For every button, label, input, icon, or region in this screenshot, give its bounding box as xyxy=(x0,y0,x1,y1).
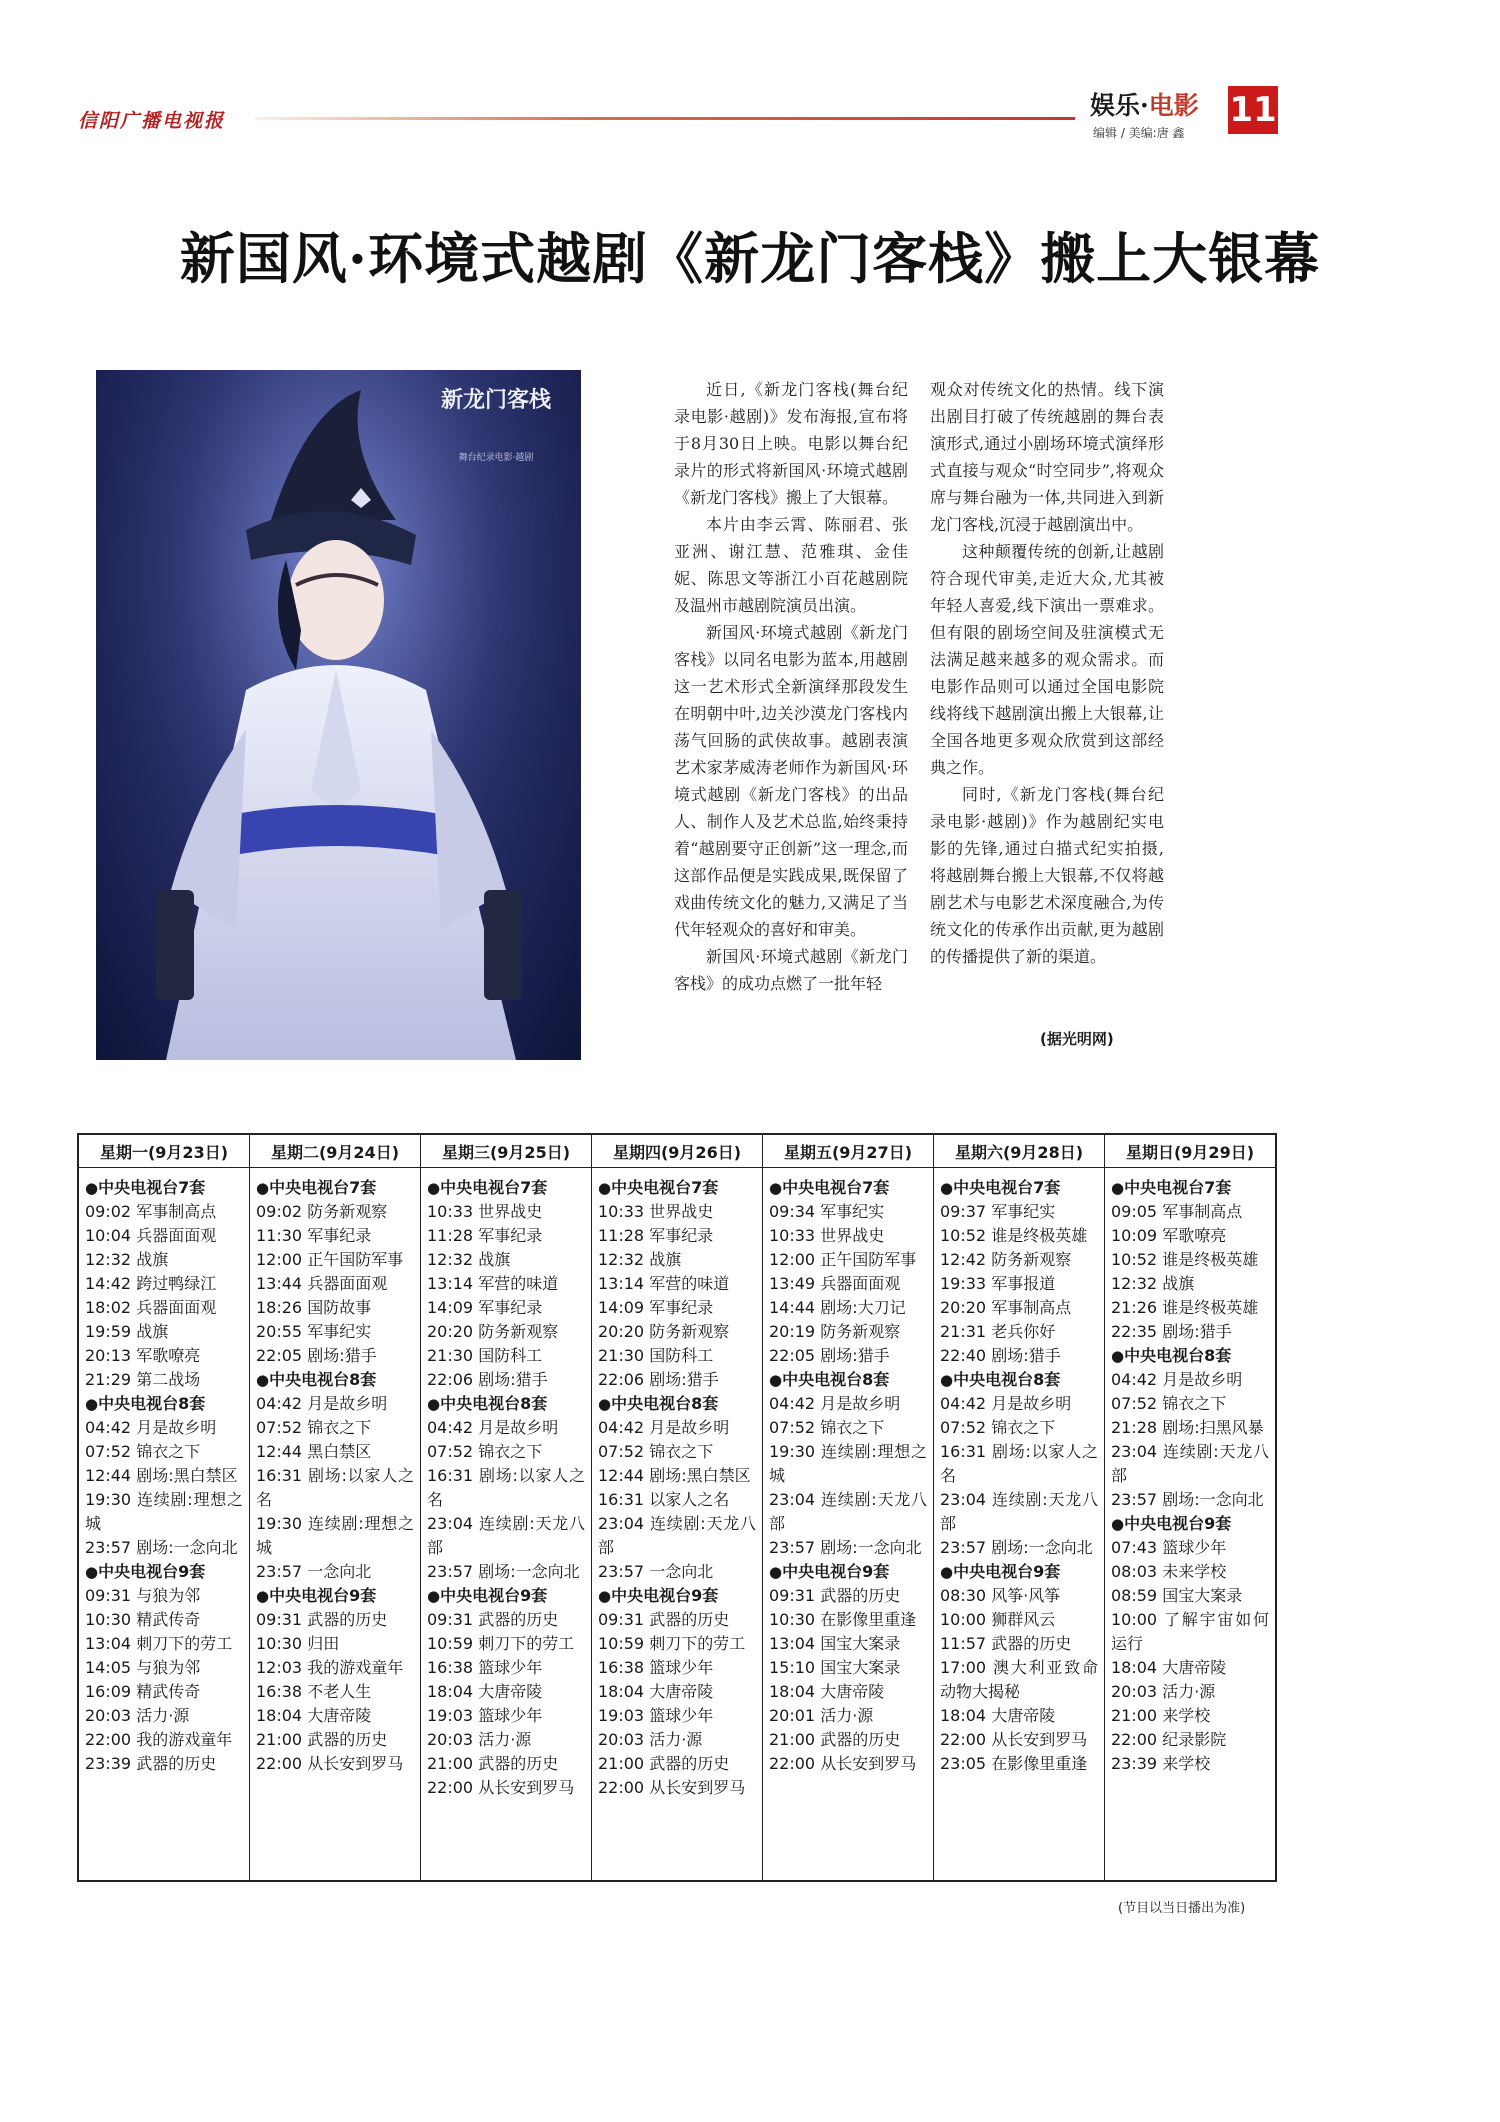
program-item: 23:39 武器的历史 xyxy=(85,1754,217,1773)
program-item: 23:04 连续剧:天龙八部 xyxy=(427,1514,585,1557)
day-header: 星期日(9月29日) xyxy=(1105,1135,1275,1168)
program-item: 19:03 篮球少年 xyxy=(427,1706,543,1725)
channel-heading: ●中央电视台7套 xyxy=(598,1178,719,1197)
program-item: 16:38 篮球少年 xyxy=(427,1658,543,1677)
program-item: 16:38 不老人生 xyxy=(256,1682,372,1701)
program-item: 19:33 军事报道 xyxy=(940,1274,1056,1293)
day-column-mon xyxy=(79,1135,250,1880)
program-item: 11:57 武器的历史 xyxy=(940,1634,1072,1653)
channel-heading: ●中央电视台9套 xyxy=(85,1562,206,1581)
day-column-wed xyxy=(421,1135,592,1880)
program-item: 23:05 在影像里重逢 xyxy=(940,1754,1088,1773)
program-item: 16:09 精武传奇 xyxy=(85,1682,201,1701)
article-photo xyxy=(96,370,581,1060)
program-item: 15:10 国宝大案录 xyxy=(769,1658,901,1677)
program-item: 10:30 归田 xyxy=(256,1634,340,1653)
program-item: 12:32 战旗 xyxy=(85,1250,169,1269)
day-header: 星期五(9月27日) xyxy=(763,1135,933,1168)
program-item: 09:37 军事纪实 xyxy=(940,1202,1056,1221)
article-paragraph: 近日,《新龙门客栈(舞台纪录电影·越剧)》发布海报,宣布将于8月30日上映。电影以舞台纪录片的形式将新国风·环境式越剧《新龙门客栈》搬上了大银幕。 xyxy=(674,380,908,507)
program-item: 21:31 老兵你好 xyxy=(940,1322,1056,1341)
program-item: 12:32 战旗 xyxy=(598,1250,682,1269)
program-item: 10:59 刺刀下的劳工 xyxy=(427,1634,575,1653)
program-item: 23:04 连续剧:天龙八部 xyxy=(1111,1442,1269,1485)
article-paragraph: 本片由李云霄、陈丽君、张亚洲、谢江慧、范雅琪、金佳妮、陈思文等浙江小百花越剧院及温州市越剧院演员出演。 xyxy=(674,515,908,615)
program-item: 13:04 国宝大案录 xyxy=(769,1634,901,1653)
program-item: 10:00 了解宇宙如何运行 xyxy=(1111,1610,1269,1653)
program-item: 12:00 正午国防军事 xyxy=(769,1250,917,1269)
program-item: 12:42 防务新观察 xyxy=(940,1250,1072,1269)
program-item: 04:42 月是故乡明 xyxy=(427,1418,559,1437)
program-item: 10:00 狮群风云 xyxy=(940,1610,1056,1629)
program-item: 21:00 武器的历史 xyxy=(598,1754,730,1773)
program-item: 21:30 国防科工 xyxy=(427,1346,543,1365)
program-item: 20:03 活力·源 xyxy=(427,1730,532,1749)
program-item: 18:04 大唐帝陵 xyxy=(769,1682,885,1701)
program-item: 22:40 剧场:猎手 xyxy=(940,1346,1061,1365)
program-item: 07:52 锦衣之下 xyxy=(256,1418,372,1437)
channel-heading: ●中央电视台8套 xyxy=(85,1394,206,1413)
article-column-2 xyxy=(930,376,1164,970)
program-item: 20:20 防务新观察 xyxy=(598,1322,730,1341)
program-item: 21:00 武器的历史 xyxy=(769,1730,901,1749)
program-item: 09:31 武器的历史 xyxy=(769,1586,901,1605)
program-item: 19:30 连续剧:理想之城 xyxy=(769,1442,927,1485)
program-item: 22:00 我的游戏童年 xyxy=(85,1730,233,1749)
program-item: 10:59 刺刀下的劳工 xyxy=(598,1634,746,1653)
day-header: 星期三(9月25日) xyxy=(421,1135,591,1168)
program-item: 09:34 军事纪实 xyxy=(769,1202,885,1221)
day-column-thu xyxy=(592,1135,763,1880)
program-item: 07:52 锦衣之下 xyxy=(598,1442,714,1461)
article-paragraph: 同时,《新龙门客栈(舞台纪录电影·越剧)》作为越剧纪实电影的先锋,通过白描式纪实拍摄,将越剧舞台搬上大银幕,不仅将越剧艺术与电影艺术深度融合,为传统文化的传承作出贡献,更为越剧的传播提供了新的渠道。 xyxy=(930,785,1164,966)
program-item: 23:57 一念向北 xyxy=(256,1562,372,1581)
program-item: 12:44 黑白禁区 xyxy=(256,1442,372,1461)
program-item: 09:31 与狼为邻 xyxy=(85,1586,201,1605)
program-item: 23:39 来学校 xyxy=(1111,1754,1211,1773)
program-item: 18:04 大唐帝陵 xyxy=(427,1682,543,1701)
program-item: 04:42 月是故乡明 xyxy=(1111,1370,1243,1389)
channel-heading: ●中央电视台7套 xyxy=(85,1178,206,1197)
schedule-note: (节目以当日播出为准) xyxy=(1118,1901,1246,1916)
channel-heading: ●中央电视台9套 xyxy=(769,1562,890,1581)
program-item: 04:42 月是故乡明 xyxy=(256,1394,388,1413)
program-item: 12:44 剧场:黑白禁区 xyxy=(85,1466,238,1485)
poster-subtitle: 舞台纪录电影·越剧 xyxy=(458,453,534,463)
program-item: 21:29 第二战场 xyxy=(85,1370,201,1389)
tv-schedule-table xyxy=(77,1133,1277,1882)
program-item: 22:00 从长安到罗马 xyxy=(427,1778,575,1797)
program-item: 21:00 武器的历史 xyxy=(427,1754,559,1773)
program-item: 23:57 剧场:一念向北 xyxy=(85,1538,238,1557)
day-header: 星期六(9月28日) xyxy=(934,1135,1104,1168)
program-item: 12:44 剧场:黑白禁区 xyxy=(598,1466,751,1485)
section-title xyxy=(1090,86,1199,122)
headline: 新国风·环境式越剧《新龙门客栈》搬上大银幕 xyxy=(179,226,1321,291)
program-item: 04:42 月是故乡明 xyxy=(769,1394,901,1413)
program-item: 14:09 军事纪录 xyxy=(598,1298,714,1317)
day-header: 星期二(9月24日) xyxy=(250,1135,420,1168)
program-item: 21:26 谁是终极英雄 xyxy=(1111,1298,1259,1317)
program-item: 12:03 我的游戏童年 xyxy=(256,1658,404,1677)
section-separator: · xyxy=(1140,91,1149,120)
program-item: 10:52 谁是终极英雄 xyxy=(940,1226,1088,1245)
program-item: 14:09 军事纪录 xyxy=(427,1298,543,1317)
header-rule xyxy=(255,117,1075,120)
program-item: 21:00 武器的历史 xyxy=(256,1730,388,1749)
program-item: 12:00 正午国防军事 xyxy=(256,1250,404,1269)
article-paragraph: 新国风·环境式越剧《新龙门客栈》以同名电影为蓝本,用越剧这一艺术形式全新演绎那段发生在明朝中叶,边关沙漠龙门客栈内荡气回肠的武侠故事。越剧表演艺术家茅威涛老师作为新国风·环境式越剧《新龙门客栈》的出品人、制作人及艺术总监,始终秉持着“越剧要守正创新”这一理念,而这部作品便是实践成果,既保留了戏曲传统文化的魅力,又满足了当代年轻观众的喜好和审美。 xyxy=(674,623,908,939)
program-item: 13:14 军营的味道 xyxy=(427,1274,559,1293)
program-item: 18:04 大唐帝陵 xyxy=(256,1706,372,1725)
program-item: 16:31 以家人之名 xyxy=(598,1490,730,1509)
program-item: 23:57 剧场:一念向北 xyxy=(940,1538,1093,1557)
program-item: 20:13 军歌嘹亮 xyxy=(85,1346,201,1365)
program-item: 13:14 军营的味道 xyxy=(598,1274,730,1293)
program-item: 19:30 连续剧:理想之城 xyxy=(256,1514,414,1557)
program-item: 19:59 战旗 xyxy=(85,1322,169,1341)
channel-heading: ●中央电视台9套 xyxy=(1111,1514,1232,1533)
program-item: 07:52 锦衣之下 xyxy=(940,1418,1056,1437)
program-item: 23:04 连续剧:天龙八部 xyxy=(598,1514,756,1557)
paper-name: 信阳广播电视报 xyxy=(78,110,226,132)
program-item: 22:00 从长安到罗马 xyxy=(598,1778,746,1797)
channel-heading: ●中央电视台7套 xyxy=(256,1178,377,1197)
channel-heading: ●中央电视台9套 xyxy=(427,1586,548,1605)
program-item: 14:05 与狼为邻 xyxy=(85,1658,201,1677)
program-item: 20:55 军事纪实 xyxy=(256,1322,372,1341)
program-item: 11:28 军事纪录 xyxy=(598,1226,714,1245)
performer-illustration xyxy=(96,370,581,1060)
program-item: 23:57 剧场:一念向北 xyxy=(427,1562,580,1581)
program-item: 09:31 武器的历史 xyxy=(427,1610,559,1629)
program-item: 20:03 活力·源 xyxy=(85,1706,190,1725)
program-item: 20:20 军事制高点 xyxy=(940,1298,1072,1317)
program-item: 09:31 武器的历史 xyxy=(256,1610,388,1629)
day-header: 星期一(9月23日) xyxy=(79,1135,249,1168)
program-item: 10:09 军歌嘹亮 xyxy=(1111,1226,1227,1245)
program-item: 13:49 兵器面面观 xyxy=(769,1274,901,1293)
day-header: 星期四(9月26日) xyxy=(592,1135,762,1168)
program-item: 10:30 精武传奇 xyxy=(85,1610,201,1629)
program-item: 09:05 军事制高点 xyxy=(1111,1202,1243,1221)
channel-heading: ●中央电视台8套 xyxy=(598,1394,719,1413)
section-name-film: 电影 xyxy=(1148,91,1199,120)
program-item: 09:02 军事制高点 xyxy=(85,1202,217,1221)
program-item: 09:31 武器的历史 xyxy=(598,1610,730,1629)
program-item: 10:30 在影像里重逢 xyxy=(769,1610,917,1629)
page-number: 11 xyxy=(1228,86,1278,134)
program-item: 20:03 活力·源 xyxy=(598,1730,703,1749)
day-column-tue xyxy=(250,1135,421,1880)
program-item: 17:00 澳大利亚致命动物大揭秘 xyxy=(940,1658,1098,1701)
program-item: 16:31 剧场:以家人之名 xyxy=(940,1442,1098,1485)
program-item: 20:20 防务新观察 xyxy=(427,1322,559,1341)
program-item: 23:57 一念向北 xyxy=(598,1562,714,1581)
channel-heading: ●中央电视台7套 xyxy=(940,1178,1061,1197)
program-item: 13:04 刺刀下的劳工 xyxy=(85,1634,233,1653)
channel-heading: ●中央电视台8套 xyxy=(427,1394,548,1413)
program-item: 10:33 世界战史 xyxy=(598,1202,714,1221)
program-item: 07:52 锦衣之下 xyxy=(427,1442,543,1461)
day-column-sat xyxy=(934,1135,1105,1880)
program-item: 19:30 连续剧:理想之城 xyxy=(85,1490,243,1533)
channel-heading: ●中央电视台9套 xyxy=(940,1562,1061,1581)
program-item: 16:38 篮球少年 xyxy=(598,1658,714,1677)
program-item: 04:42 月是故乡明 xyxy=(940,1394,1072,1413)
program-item: 10:33 世界战史 xyxy=(769,1226,885,1245)
program-item: 08:03 未来学校 xyxy=(1111,1562,1227,1581)
program-item: 10:33 世界战史 xyxy=(427,1202,543,1221)
channel-heading: ●中央电视台8套 xyxy=(769,1370,890,1389)
day-column-sun xyxy=(1105,1135,1275,1880)
article-column-1 xyxy=(674,376,908,997)
program-item: 18:26 国防故事 xyxy=(256,1298,372,1317)
program-item: 20:01 活力·源 xyxy=(769,1706,874,1725)
program-item: 11:28 军事纪录 xyxy=(427,1226,543,1245)
program-item: 20:19 防务新观察 xyxy=(769,1322,901,1341)
editor-credit: 编辑 / 美编:唐 鑫 xyxy=(1093,126,1185,140)
program-item: 21:30 国防科工 xyxy=(598,1346,714,1365)
channel-heading: ●中央电视台9套 xyxy=(256,1586,377,1605)
program-item: 23:04 连续剧:天龙八部 xyxy=(769,1490,927,1533)
program-item: 10:52 谁是终极英雄 xyxy=(1111,1250,1259,1269)
program-item: 14:44 剧场:大刀记 xyxy=(769,1298,906,1317)
program-item: 22:05 剧场:猎手 xyxy=(769,1346,890,1365)
channel-heading: ●中央电视台7套 xyxy=(1111,1178,1232,1197)
day-column-fri xyxy=(763,1135,934,1880)
program-item: 21:00 来学校 xyxy=(1111,1706,1211,1725)
program-item: 22:05 剧场:猎手 xyxy=(256,1346,377,1365)
program-item: 18:04 大唐帝陵 xyxy=(598,1682,714,1701)
channel-heading: ●中央电视台8套 xyxy=(940,1370,1061,1389)
channel-heading: ●中央电视台9套 xyxy=(598,1586,719,1605)
program-item: 22:00 从长安到罗马 xyxy=(769,1754,917,1773)
program-item: 22:06 剧场:猎手 xyxy=(427,1370,548,1389)
program-item: 11:30 军事纪录 xyxy=(256,1226,372,1245)
article-paragraph: 这种颠覆传统的创新,让越剧符合现代审美,走近大众,尤其被年轻人喜爱,线下演出一票难求。但有限的剧场空间及驻演模式无法满足越来越多的观众需求。而电影作品则可以通过全国电影院线将线下越剧演出搬上大银幕,让全国各地更多观众欣赏到这部经典之作。 xyxy=(930,542,1164,777)
section-name-entertainment: 娱乐 xyxy=(1090,91,1141,120)
program-item: 04:42 月是故乡明 xyxy=(598,1418,730,1437)
program-item: 08:59 国宝大案录 xyxy=(1111,1586,1243,1605)
program-item: 23:57 剧场:一念向北 xyxy=(1111,1490,1264,1509)
program-item: 07:43 篮球少年 xyxy=(1111,1538,1227,1557)
article-paragraph: 新国风·环境式越剧《新龙门客栈》的成功点燃了一批年轻 xyxy=(674,947,908,993)
program-item: 08:30 风筝·风筝 xyxy=(940,1586,1061,1605)
program-item: 16:31 剧场:以家人之名 xyxy=(427,1466,585,1509)
program-item: 19:03 篮球少年 xyxy=(598,1706,714,1725)
channel-heading: ●中央电视台7套 xyxy=(769,1178,890,1197)
program-item: 22:00 从长安到罗马 xyxy=(940,1730,1088,1749)
program-item: 18:02 兵器面面观 xyxy=(85,1298,217,1317)
program-item: 18:04 大唐帝陵 xyxy=(1111,1658,1227,1677)
program-item: 12:32 战旗 xyxy=(427,1250,511,1269)
program-item: 12:32 战旗 xyxy=(1111,1274,1195,1293)
program-item: 22:00 从长安到罗马 xyxy=(256,1754,404,1773)
program-item: 22:00 纪录影院 xyxy=(1111,1730,1227,1749)
program-item: 16:31 剧场:以家人之名 xyxy=(256,1466,414,1509)
article-paragraph: 观众对传统文化的热情。线下演出剧目打破了传统越剧的舞台表演形式,通过小剧场环境式演绎形式直接与观众“时空同步”,将观众席与舞台融为一体,共同进入到新龙门客栈,沉浸于越剧演出中。 xyxy=(930,380,1164,534)
program-item: 18:04 大唐帝陵 xyxy=(940,1706,1056,1725)
program-item: 21:28 剧场:扫黑风暴 xyxy=(1111,1418,1264,1437)
program-item: 13:44 兵器面面观 xyxy=(256,1274,388,1293)
program-item: 23:04 连续剧:天龙八部 xyxy=(940,1490,1098,1533)
channel-heading: ●中央电视台8套 xyxy=(1111,1346,1232,1365)
program-item: 10:04 兵器面面观 xyxy=(85,1226,217,1245)
program-item: 07:52 锦衣之下 xyxy=(85,1442,201,1461)
program-item: 22:06 剧场:猎手 xyxy=(598,1370,719,1389)
program-item: 23:57 剧场:一念向北 xyxy=(769,1538,922,1557)
program-item: 22:35 剧场:猎手 xyxy=(1111,1322,1232,1341)
channel-heading: ●中央电视台7套 xyxy=(427,1178,548,1197)
program-item: 04:42 月是故乡明 xyxy=(85,1418,217,1437)
program-item: 09:02 防务新观察 xyxy=(256,1202,388,1221)
program-item: 14:42 跨过鸭绿江 xyxy=(85,1274,217,1293)
poster-title: 新龙门客栈 xyxy=(440,387,551,413)
program-item: 07:52 锦衣之下 xyxy=(1111,1394,1227,1413)
article-source: (据光明网) xyxy=(1040,1030,1114,1048)
program-item: 20:03 活力·源 xyxy=(1111,1682,1216,1701)
program-item: 07:52 锦衣之下 xyxy=(769,1418,885,1437)
channel-heading: ●中央电视台8套 xyxy=(256,1370,377,1389)
